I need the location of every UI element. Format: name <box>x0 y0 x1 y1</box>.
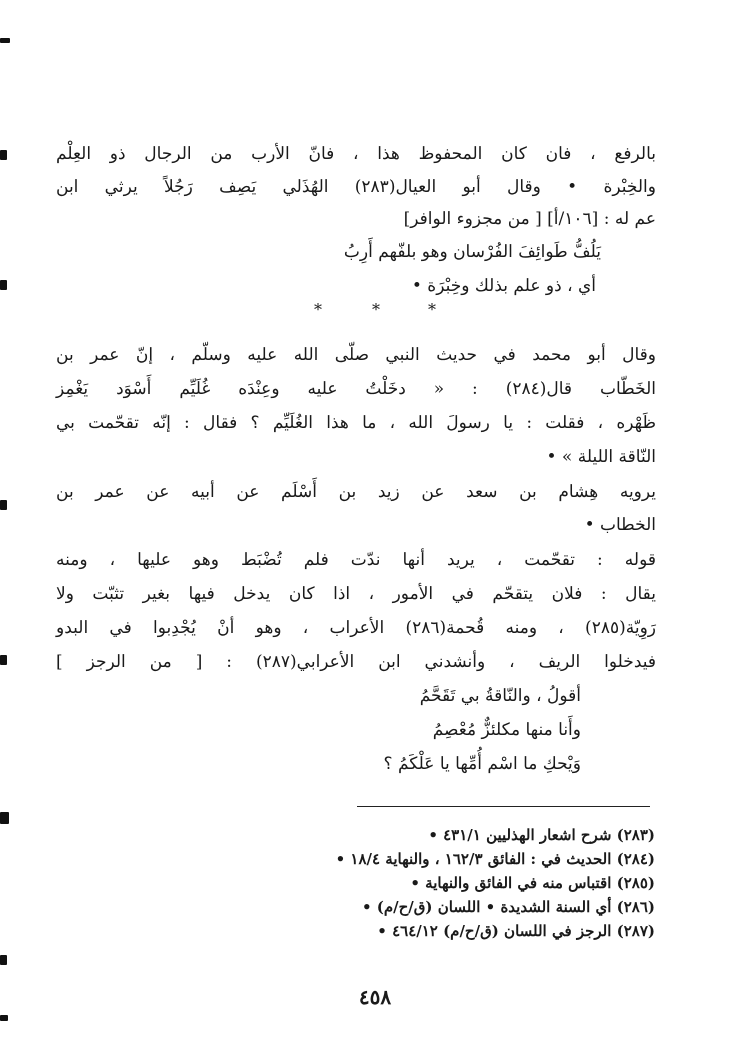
text-line: ظَهْره ، فقلت : يا رسولَ الله ، ما هذا الغُلَيِّم ؟ فقال : إنّه تقحّمت بي <box>56 413 656 433</box>
footnote: (٢٨٥) اقتباس منه في الفائق والنهاية • <box>410 874 655 892</box>
verse-line: أقولُ ، والنّاقةُ بي تَقَحَّمُ <box>419 686 581 706</box>
star-mark: * <box>314 300 322 319</box>
text-line: يرويه هِشام بن سعد عن زيد بن أَسْلَم عن أبيه عن عمر بن <box>56 482 656 502</box>
text-line: والخِبْرة • وقال أبو العيال(٢٨٣) الهُذَلي يَصِف رَجُلاً يرثي ابن <box>56 177 656 197</box>
text-line: يقال : فلان يتقحّم في الأمور ، اذا كان يدخل فيها بغير تثبّت ولا <box>56 584 656 604</box>
scan-edge-mark <box>0 1015 8 1021</box>
text-line: قوله : تقحّمت ، يريد أنها ندّت فلم تُضْبَط وهو عليها ، ومنه <box>56 550 656 570</box>
footnote: (٢٨٤) الحديث في : الفائق ١٦٢/٣ ، والنهاية ١٨/٤ • <box>335 850 655 868</box>
verse-line: وأَنا منها مكلئزٌّ مُعْصِمُ <box>432 720 581 740</box>
scan-edge-mark <box>0 500 7 510</box>
scan-edge-mark <box>0 812 9 824</box>
text-line: فيدخلوا الريف ، وأنشدني ابن الأعرابي(٢٨٧) : [ من الرجز ] <box>56 652 656 672</box>
verse-line: وَيْحكِ ما اسْم أُمِّها يا عَلْكَمُ ؟ <box>383 754 581 774</box>
star-mark: * <box>372 300 380 319</box>
text-line: الخطاب • <box>584 515 656 535</box>
verse-line: يَلُفُّ طَوائِفَ الفُرْسان وهو بلفّهم أَرِبُ <box>343 242 601 262</box>
text-line: بالرفع ، فان كان المحفوظ هذا ، فانّ الأرب من الرجال ذو العِلْم <box>56 144 656 164</box>
star-mark: * <box>428 300 436 319</box>
scan-edge-mark <box>0 38 10 43</box>
text-line: النّاقة الليلة » • <box>546 447 656 467</box>
section-separator <box>300 300 460 330</box>
text-line: الخَطّاب قال(٢٨٤) : « دخَلْتُ عليه وعِنْدَه غُلَيِّم أَسْوَد يَغْمِز <box>56 379 656 399</box>
scan-edge-mark <box>0 150 7 160</box>
verse-line: أي ، ذو علم بذلك وخِبْرَة • <box>411 276 596 296</box>
footnote: (٢٨٣) شرح اشعار الهذليين ٤٣١/١ • <box>428 826 655 844</box>
text-line: وقال أبو محمد في حديث النبي صلّى الله عليه وسلّم ، إنّ عمر بن <box>56 345 656 365</box>
footnote: (٢٨٦) أي السنة الشديدة • اللسان (ق/ح/م) • <box>361 898 655 916</box>
footnote-divider <box>357 806 650 807</box>
footnote: (٢٨٧) الرجز في اللسان (ق/ح/م) ٤٦٤/١٢ • <box>377 922 655 940</box>
text-line: عم له : [١٠٦/أ] [ من مجزوء الوافر] <box>403 209 656 229</box>
scan-edge-mark <box>0 955 7 965</box>
scan-edge-mark <box>0 655 7 665</box>
text-line: رَوِيّة(٢٨٥) ، ومنه قُحمة(٢٨٦) الأعراب ، وهو أنْ يُجْدِبوا في البدو <box>56 618 656 638</box>
page-number: ٤٥٨ <box>358 985 392 1009</box>
scan-edge-mark <box>0 280 7 290</box>
